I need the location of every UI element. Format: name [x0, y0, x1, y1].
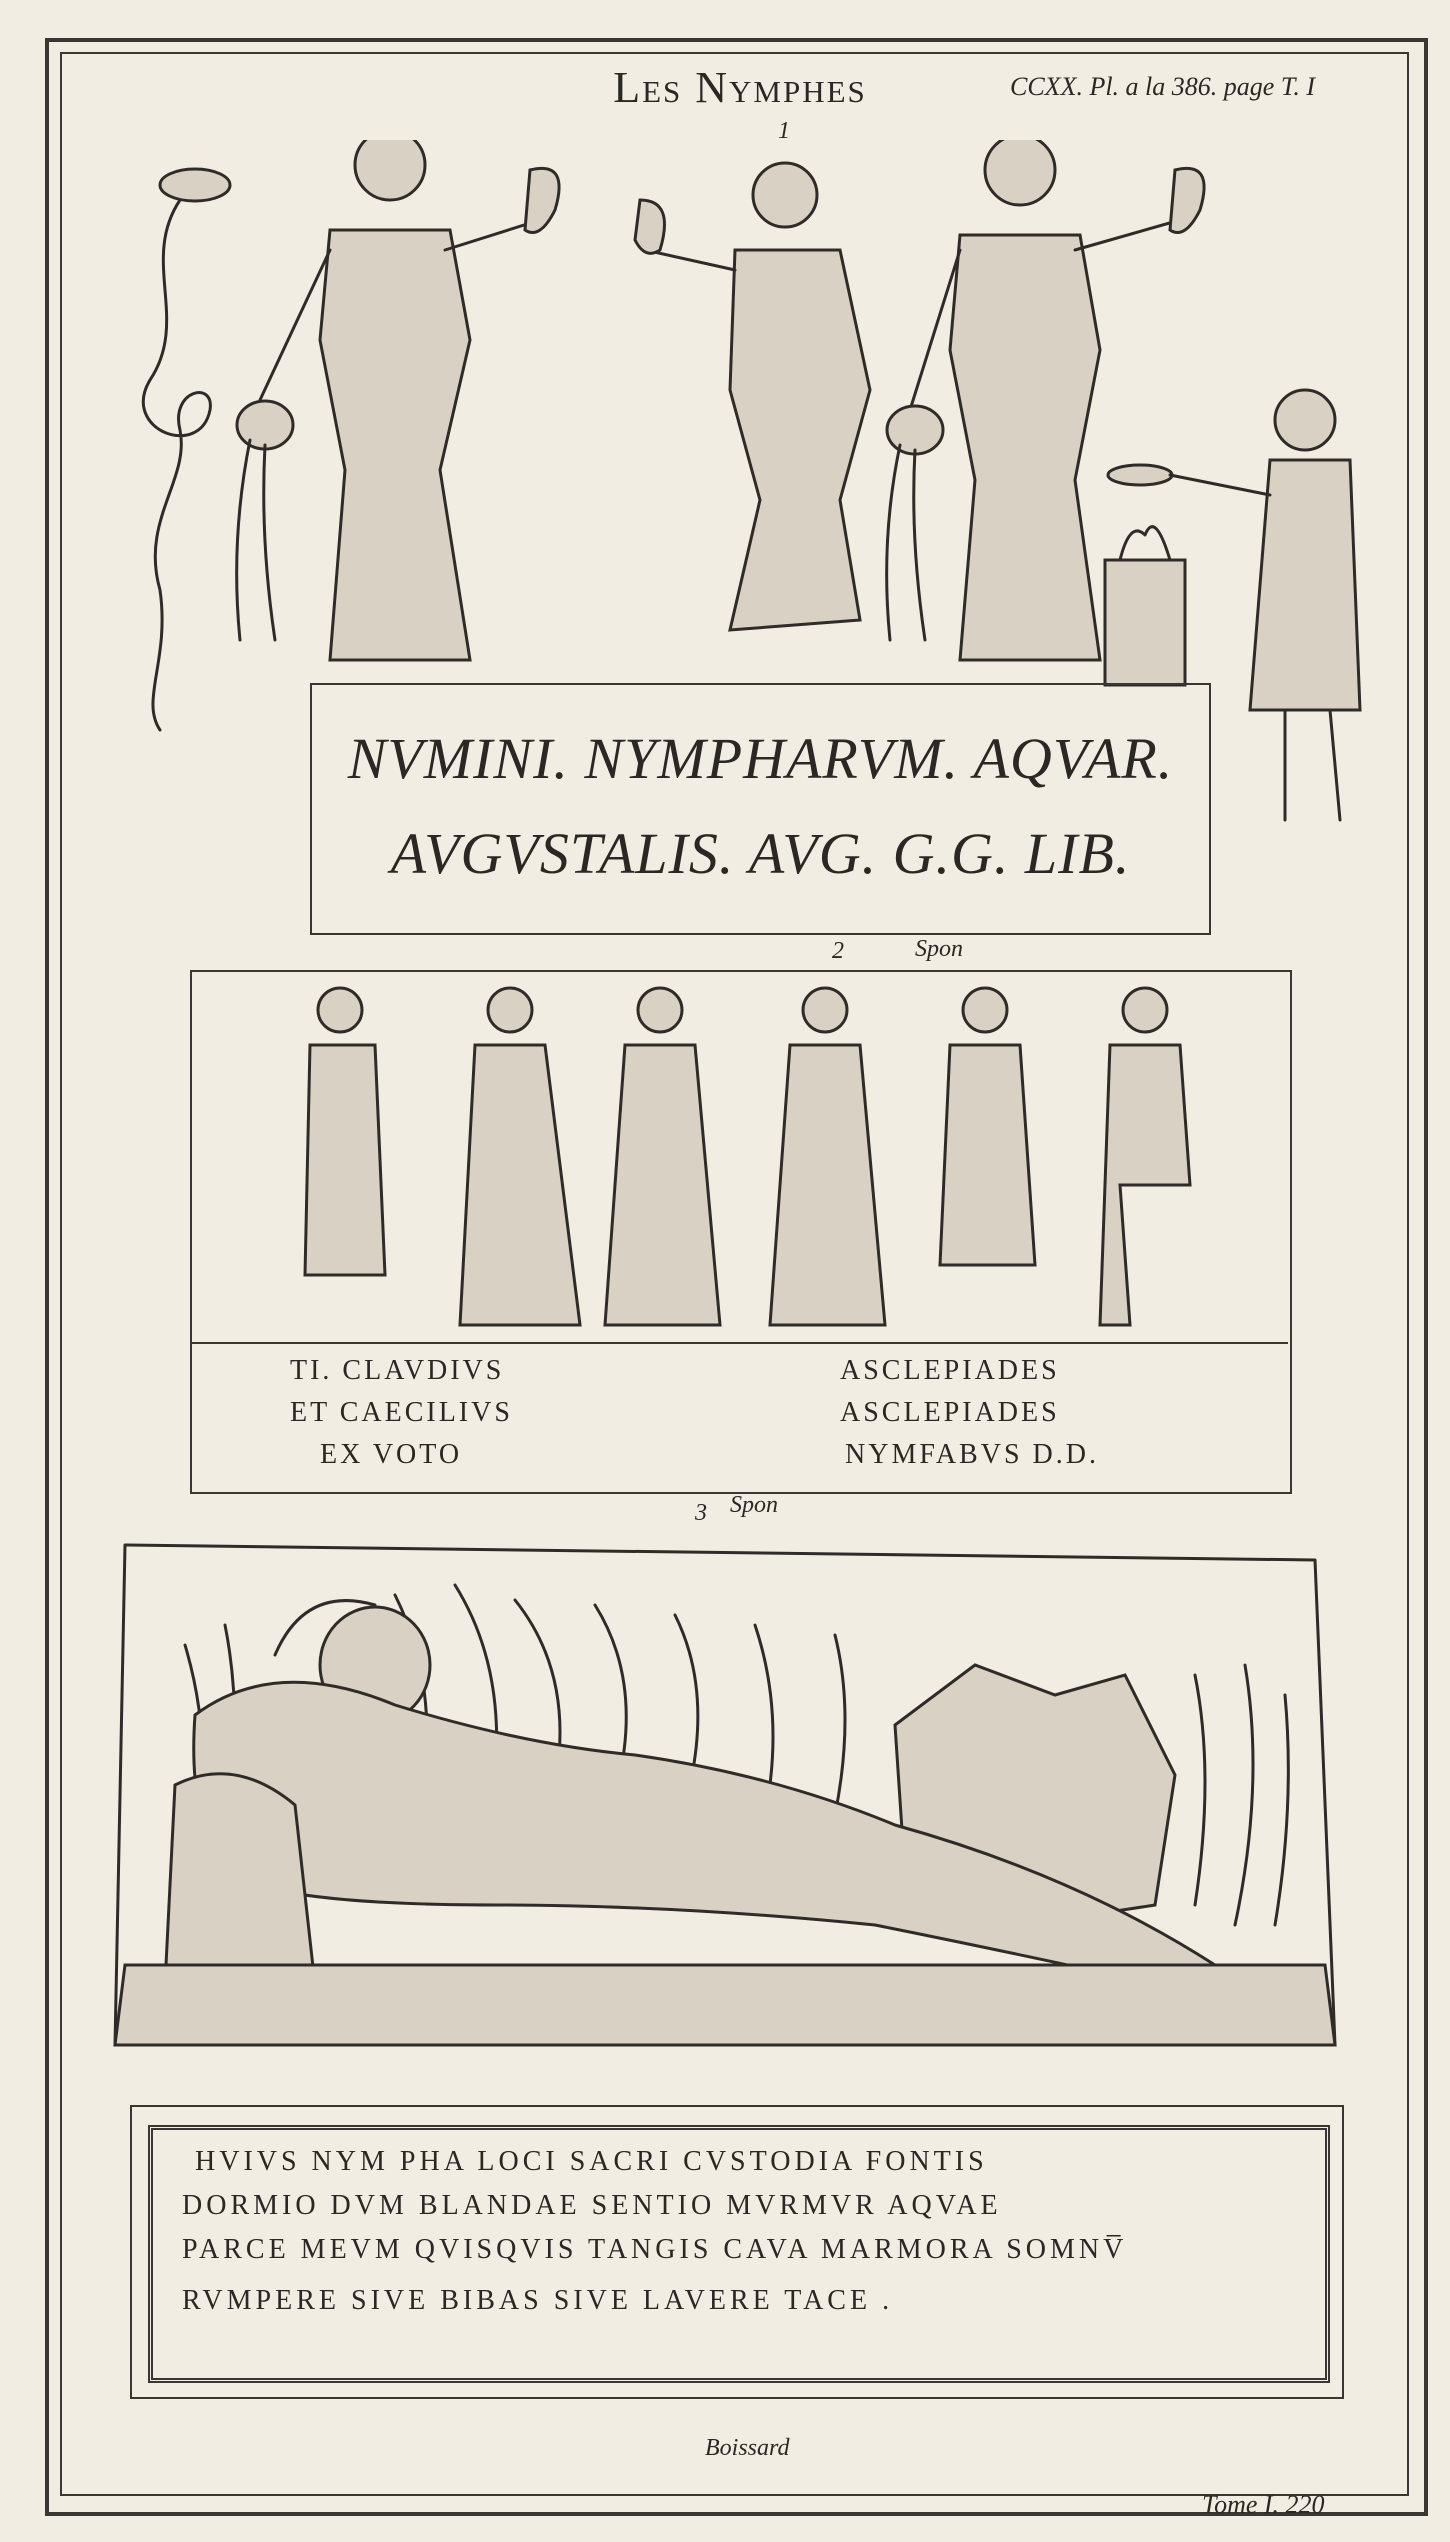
figure2-inscription-right-line: ASCLEPIADES	[840, 1397, 1060, 1428]
figure2-inscription-left-line: TI. CLAVDIVS	[290, 1355, 505, 1386]
plate-title: Les Nymphes	[613, 63, 867, 112]
relief-figure-diana	[305, 988, 385, 1275]
figure2-inscription-left-line: ET CAECILIVS	[290, 1397, 513, 1428]
figure1-source: Spon	[915, 936, 963, 962]
figure2-source: Spon	[730, 1492, 778, 1518]
relief-figure-nymph-2	[605, 988, 720, 1325]
figure2-inscription-left-line: EX VOTO	[320, 1439, 463, 1470]
relief-figure-hercules	[1100, 988, 1190, 1325]
figure2-relief-figures	[260, 975, 1260, 1340]
relief-figure-nymph-3	[770, 988, 885, 1325]
figure2-inscription-right-line: NYMFABVS D.D.	[845, 1439, 1099, 1470]
figure3-source: Boissard	[705, 2435, 790, 2461]
figure3-inscription-line: RVMPERE SIVE BIBAS SIVE LAVERE TACE .	[182, 2285, 894, 2316]
relief-figure-nymph-1	[460, 988, 580, 1325]
figure1-number: 1	[778, 118, 790, 144]
figure1-inscription-line: NVMINI. NYMPHARVM. AQVAR.	[347, 726, 1174, 791]
figure2-inscription-right-line: ASCLEPIADES	[840, 1355, 1060, 1386]
nymph-center	[635, 163, 870, 630]
serpent-figure	[143, 169, 230, 730]
volume-page-number: Tome I. 220	[1202, 2490, 1325, 2519]
figure2-divider	[190, 1342, 1288, 1344]
relief-figure-aesculapius	[940, 988, 1035, 1265]
figure3-inscription-line: PARCE MEVM QVISQVIS TANGIS CAVA MARMORA SOMNV̅	[182, 2234, 1128, 2265]
figure3-inscription-line: HVIVS NYM PHA LOCI SACRI CVSTODIA FONTIS	[195, 2146, 988, 2177]
altar	[1105, 527, 1185, 685]
figure1-inscription-tablet	[310, 683, 1211, 935]
figure2-number: 2	[832, 938, 844, 964]
figure1-inscription-line: AVGVSTALIS. AVG. G.G. LIB.	[390, 821, 1131, 886]
plate-reference: CCXX. Pl. a la 386. page T. I	[1010, 72, 1316, 101]
nymph-with-urn-left	[237, 140, 559, 660]
figure3-number: 3	[695, 1500, 707, 1526]
figure3-inscription-line: DORMIO DVM BLANDAE SENTIO MVRMVR AQVAE	[182, 2190, 1002, 2221]
